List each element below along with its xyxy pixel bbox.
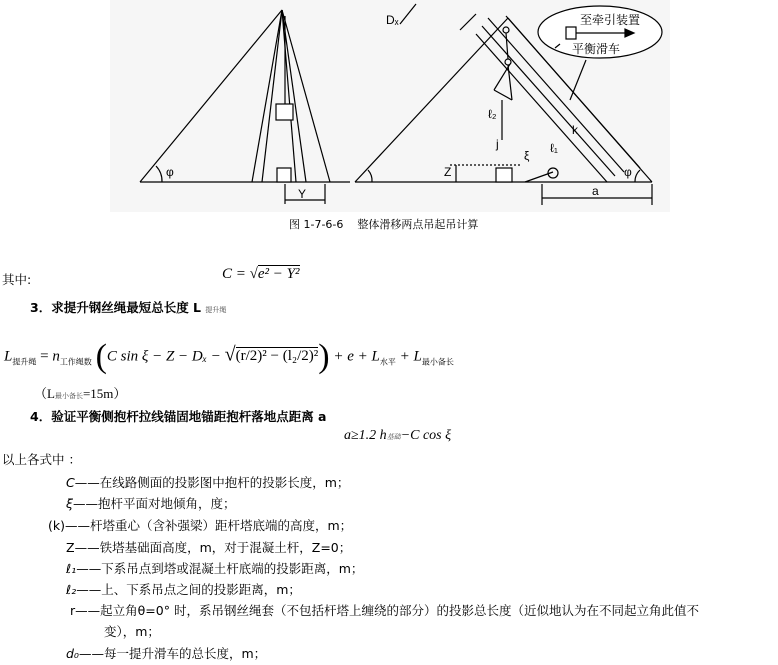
def-item (66, 473, 349, 491)
def-text: ——抱杆平面对地倾角，度； (72, 496, 236, 511)
l2-label: ℓ₂ (488, 107, 497, 121)
section4-heading: 4．验证平衡侧抱杆拉线锚固地锚距抱杆落地点距离 a (30, 409, 327, 424)
def-sym: Z (66, 540, 75, 555)
def-item (66, 538, 351, 556)
rope-lhs: L (4, 348, 13, 365)
rope-n: n (52, 348, 60, 365)
def-text: ——杆塔重心（含补强梁）距杆塔底端的高度，m； (65, 518, 353, 533)
xi-label: ξ (524, 149, 530, 163)
section3-heading (30, 298, 226, 316)
rope-inside: C sin ξ − Z − Dₓ − (106, 348, 221, 365)
anchor-b: −C cos ξ (400, 428, 452, 443)
anchor-sub: 基础 (386, 433, 401, 441)
dx-label: Dₓ (386, 13, 399, 27)
def-text: ——起立角θ=0° 时，系吊钢丝绳套（不包括杆塔上缠绕的部分）的投影总长度（近似地认为在不同起立角此值不 (75, 603, 699, 618)
def-sym: r (70, 603, 76, 618)
rope-eq: = (40, 348, 49, 365)
def-sym: (k) (48, 518, 65, 533)
eq-c-formula: C = √e² − Y² (222, 266, 300, 282)
z-label: Z (444, 165, 452, 179)
l1-label: ℓ₁ (550, 141, 558, 155)
a-label: a (592, 184, 599, 198)
anchor-formula (344, 428, 451, 444)
def-text: ——在线路侧面的投影图中抱杆的投影长度，m； (74, 475, 350, 490)
right-phi-label: φ (624, 165, 632, 179)
def-text: 变），m； (104, 624, 160, 639)
caption-title: 整体滑移两点吊起吊计算 (357, 218, 479, 231)
rope-tail-sub2: 最小备长 (421, 357, 454, 367)
lifting-diagram (110, 0, 670, 215)
j-label: j (496, 137, 499, 151)
def-text: ——铁塔基础面高度，m，对于混凝土杆，Z=0； (74, 540, 352, 555)
def-sym: ℓ₂ (66, 582, 77, 597)
def-item (66, 559, 363, 577)
note-sub: 最小备长 (54, 392, 83, 400)
def-sym: ξ (66, 496, 73, 511)
defs-intro: 以上各式中 ： (2, 452, 81, 467)
rope-note (34, 383, 126, 402)
def-item (66, 494, 236, 512)
caption-number: 图 1-7-6-6 (289, 218, 344, 231)
rope-plus: + L (399, 348, 422, 365)
section3-heading-text: 3．求提升钢丝绳最短总长度 L (30, 300, 202, 315)
def-text: ——每一提升滑车的总长度，m； (78, 646, 267, 661)
def-sym: C (66, 475, 75, 490)
note-open: （L (34, 386, 55, 401)
rope-length-formula: $L_{提升绳} = n_{工作绳数}$ (C $\sin \xi - Z - D_x - √(r/2)^2 - (l_2/2)^2) + e + L_{水平} + L_{最小备长}$ (4, 338, 454, 375)
k-label: k (572, 123, 578, 137)
def-item (66, 580, 301, 598)
def-text: ——下系吊点到塔或混凝土杆底端的投影距离，m； (76, 561, 364, 576)
left-phi-label: φ (166, 165, 174, 179)
def-item (66, 644, 266, 662)
callout-bottom-label: 平衡滑车 (572, 42, 621, 56)
def-sym: d₀ (66, 646, 79, 661)
def-item (70, 601, 699, 619)
rope-tail: + e + L (333, 348, 380, 365)
eq-c-lhs: C = (222, 266, 250, 282)
rope-tail-sub1: 水平 (379, 357, 396, 367)
rope-n-sub: 工作绳数 (59, 357, 92, 367)
anchor-a: a≥1.2 h (344, 428, 387, 443)
rope-lhs-sub: 提升绳 (12, 357, 37, 367)
def-sym: ℓ₁ (66, 561, 77, 576)
eq-c-label: 其中: (2, 272, 32, 287)
eq-c-inner: e² − Y² (257, 266, 300, 282)
section3-heading-sub: 提升绳 (205, 306, 227, 314)
def-item (48, 516, 352, 534)
left-y-label: Y (298, 187, 307, 201)
figure-caption (289, 216, 478, 232)
def-text: ——上、下系吊点之间的投影距离，m； (76, 582, 301, 597)
rope-sqrt: (r/2)² − (l₂/2)² (235, 348, 319, 365)
note-close: =15m） (82, 386, 127, 401)
callout-top-label: 至牵引装置 (580, 13, 641, 27)
def-item-continued (104, 622, 160, 640)
